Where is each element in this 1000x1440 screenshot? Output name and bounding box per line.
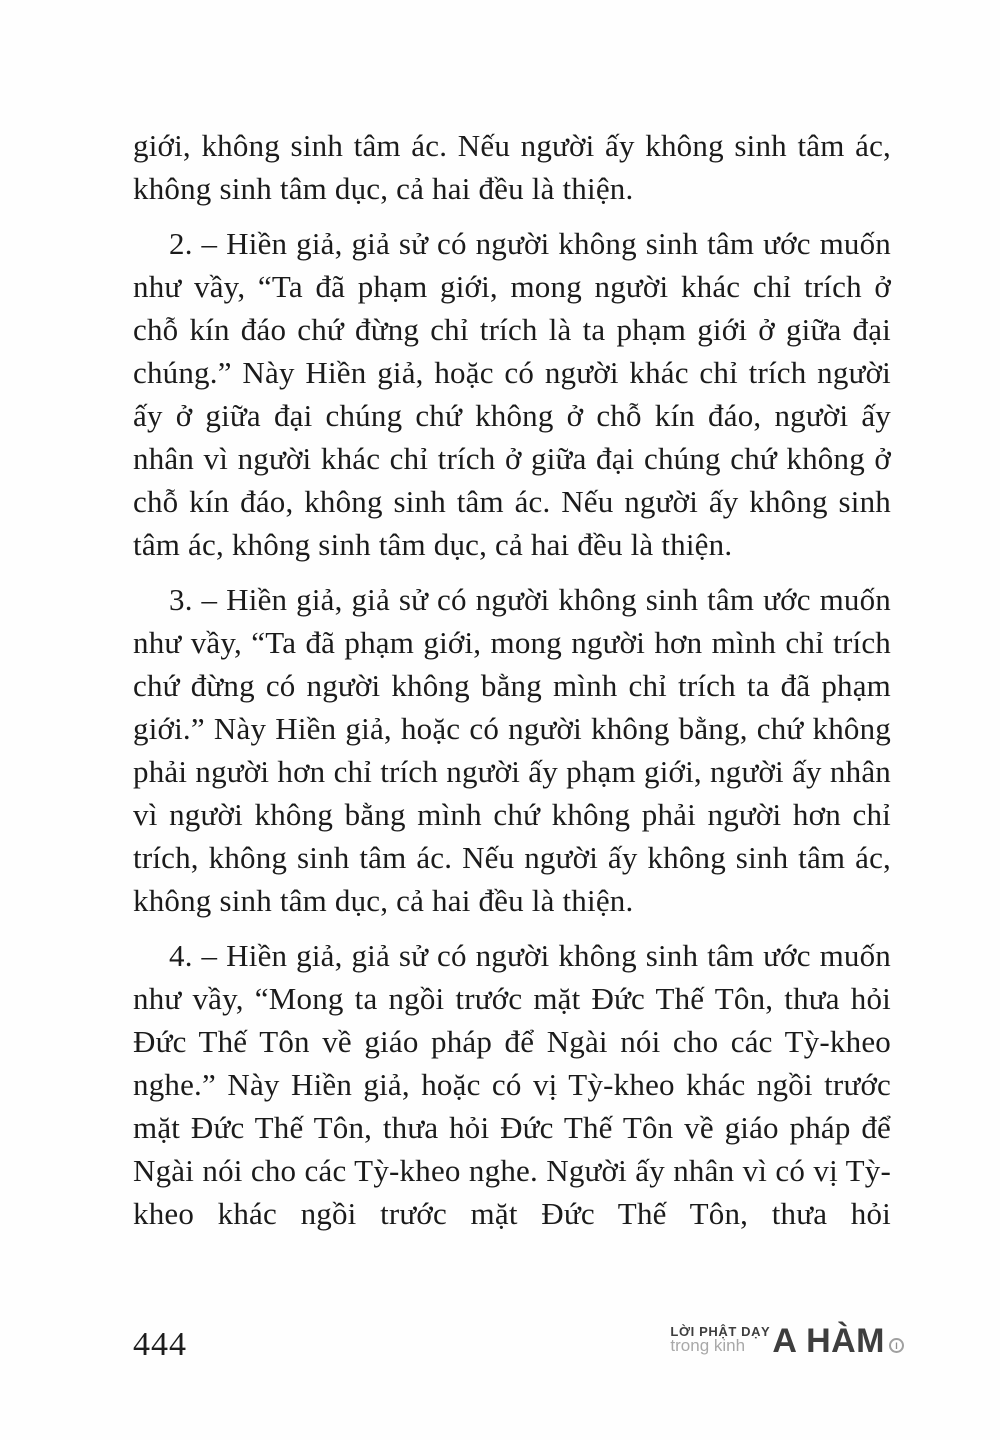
paragraph-continuation: giới, không sinh tâm ác. Nếu người ấy không sinh tâm ác, không sinh tâm dục, cả hai đều là thiện.: [133, 128, 891, 206]
paragraph-item-3: 3. – Hiền giả, giả sử có người không sinh tâm ước muốn như vầy, “Ta đã phạm giới, mong người hơn mình chỉ trích chứ đừng có người không bằng mình chỉ trích ta đã phạm giới.” Này Hiền giả, hoặc có người không bằng, chứ không phải người hơn chỉ trích người ấy phạm giới, người ấy nhân vì người không bằng mình chứ không phải người hơn chỉ trích, không sinh tâm ác. Nếu người ấy không sinh tâm ác, không sinh tâm dục, cả hai đều là thiện.: [133, 582, 891, 918]
page-number: 444: [133, 1326, 187, 1363]
body-text: [133, 124, 891, 1247]
brand-top-label: LỜI PHẬT DẠY: [670, 1324, 771, 1339]
publisher-brand-logo: [670, 1322, 904, 1360]
paragraph-item-2: 2. – Hiền giả, giả sử có người không sinh tâm ước muốn như vầy, “Ta đã phạm giới, mong người khác chỉ trích ở chỗ kín đáo chứ đừng chỉ trích là ta phạm giới ở giữa đại chúng.” Này Hiền giả, hoặc có người khác chỉ trích người ấy ở giữa đại chúng chứ không ở chỗ kín đáo, người ấy nhân vì người khác chỉ trích ở giữa đại chúng chứ không ở chỗ kín đáo, không sinh tâm ác. Nếu người ấy không sinh tâm ác, không sinh tâm dục, cả hai đều là thiện.: [133, 226, 891, 562]
volume-number-badge: I: [889, 1338, 904, 1353]
paragraph-item-4: 4. – Hiền giả, giả sử có người không sinh tâm ước muốn như vầy, “Mong ta ngồi trước mặt Đức Thế Tôn, thưa hỏi Đức Thế Tôn về giáo pháp để Ngài nói cho các Tỳ-kheo nghe.” Này Hiền giả, hoặc có vị Tỳ-kheo khác ngồi trước mặt Đức Thế Tôn, thưa hỏi Đức Thế Tôn về giáo pháp để Ngài nói cho các Tỳ-kheo nghe. Người ấy nhân vì có vị Tỳ-kheo khác ngồi trước mặt Đức Thế Tôn, thưa hỏi: [133, 938, 891, 1231]
brand-title: A HÀM: [772, 1322, 885, 1360]
brand-sub-label: trong kinh: [670, 1336, 746, 1355]
brand-text-stack: [670, 1325, 770, 1356]
